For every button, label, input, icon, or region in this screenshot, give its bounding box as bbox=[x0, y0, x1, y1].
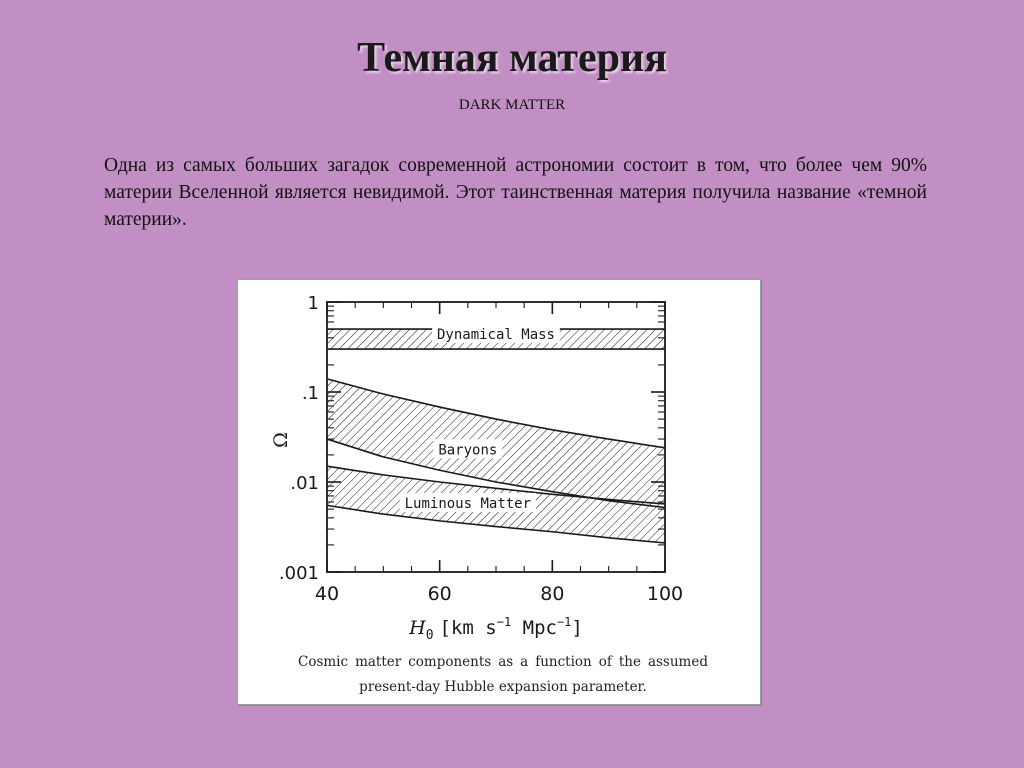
dynamical-mass-label: Dynamical Mass bbox=[436, 326, 556, 343]
x-axis-label-sup1: −1 bbox=[496, 615, 512, 629]
x-axis-label-h: H bbox=[409, 617, 426, 639]
y-tick-label: .01 bbox=[290, 473, 319, 494]
x-axis-label-sup2: −1 bbox=[556, 615, 572, 629]
dark-matter-chart bbox=[238, 280, 760, 650]
x-tick-label: 80 bbox=[540, 583, 565, 605]
slide-title: Темная материя bbox=[357, 35, 667, 81]
baryons-label: Baryons bbox=[438, 442, 498, 459]
y-tick-label: .1 bbox=[301, 383, 319, 404]
figure-caption: Cosmic matter components as a function of the assumed present-day Hubble expansion parameter. bbox=[298, 654, 708, 695]
x-axis-label bbox=[408, 615, 583, 643]
y-tick-label: .001 bbox=[278, 563, 319, 584]
slide-paragraph: Одна из самых больших загадок современной астрономии состоит в том, что более чем 90% материи Вселенной является невидимой. Этот таинственная материя получила название «темной материи». bbox=[104, 155, 927, 230]
x-axis-label-units-c: ] bbox=[571, 617, 583, 639]
luminous-matter-label: Luminous Matter bbox=[404, 495, 532, 512]
slide-subtitle: DARK MATTER bbox=[458, 97, 566, 113]
x-axis-label-sub: 0 bbox=[425, 628, 434, 643]
y-axis-label: Ω bbox=[270, 432, 292, 448]
x-tick-label: 60 bbox=[427, 583, 452, 605]
y-tick-label: 1 bbox=[307, 293, 319, 314]
figure-panel bbox=[237, 279, 761, 705]
x-axis-label-units-a: [km s bbox=[439, 617, 497, 639]
x-axis-label-units-b: Mpc bbox=[511, 617, 557, 639]
x-tick-label: 40 bbox=[314, 583, 340, 605]
x-tick-label: 100 bbox=[646, 583, 684, 605]
